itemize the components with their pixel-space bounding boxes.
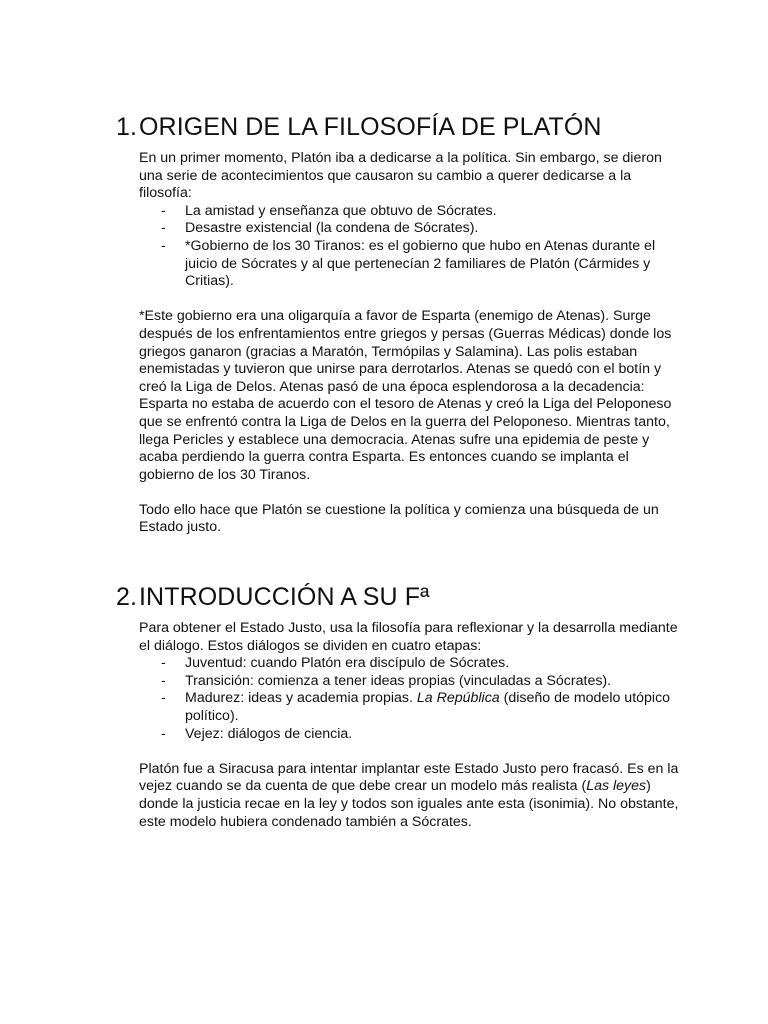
section-2-body bbox=[139, 620, 679, 831]
bullet-dash: - bbox=[161, 202, 166, 219]
la-republica-title: La República bbox=[416, 690, 500, 707]
list-item bbox=[139, 203, 671, 221]
section-2-heading bbox=[116, 582, 429, 612]
closing-text-after: ) donde la justicia recae en la ley y todos son iguales ante esta (isonimia). No obstante, este modelo hubiera condenado también a Sócrates. bbox=[139, 778, 679, 830]
list-item-text: Transición: comienza a tener ideas propias (vinculadas a Sócrates). bbox=[185, 672, 612, 689]
bullet-dash: - bbox=[161, 655, 166, 672]
list-item-text: Vejez: diálogos de ciencia. bbox=[185, 725, 353, 742]
section-2-number: 2. bbox=[116, 583, 138, 611]
section-2-bullet-list bbox=[139, 655, 679, 743]
madurez-text-after: (diseño de modelo utópico político). bbox=[185, 690, 671, 724]
madurez-text-before: Madurez: ideas y academia propias. bbox=[185, 690, 417, 707]
list-item-text bbox=[185, 690, 670, 724]
section-1-conclusion: Todo ello hace que Platón se cuestione la política y comienza una búsqueda de un Estado justo. bbox=[139, 501, 659, 536]
section-1-number: 1. bbox=[116, 113, 138, 141]
list-item-text: La amistad y enseñanza que obtuvo de Sócrates. bbox=[185, 202, 497, 219]
list-item bbox=[139, 220, 671, 238]
section-1-title: ORIGEN DE LA FILOSOFÍA DE PLATÓN bbox=[139, 113, 602, 141]
list-item-text: Desastre existencial (la condena de Sócrates). bbox=[185, 220, 479, 237]
bullet-dash: - bbox=[161, 725, 166, 742]
bullet-dash: - bbox=[161, 672, 166, 689]
section-2-intro: Para obtener el Estado Justo, usa la filosofía para reflexionar y la desarrolla mediante el diálogo. Estos diálogos se dividen en cuatro etapas: bbox=[139, 620, 678, 654]
section-2-title: INTRODUCCIÓN A SU Fª bbox=[139, 583, 430, 611]
list-item bbox=[139, 655, 671, 673]
list-item bbox=[139, 690, 671, 725]
list-item bbox=[139, 238, 671, 291]
list-item bbox=[139, 673, 671, 691]
bullet-dash: - bbox=[161, 220, 166, 237]
section-1-bullet-list bbox=[139, 203, 679, 291]
bullet-dash: - bbox=[161, 690, 166, 707]
section-1-body bbox=[139, 150, 679, 537]
bullet-dash: - bbox=[161, 237, 166, 254]
section-1-intro: En un primer momento, Platón iba a dedicarse a la política. Sin embargo, se dieron una serie de acontecimientos que causaron su cambio a querer dedicarse a la filosofía: bbox=[139, 150, 662, 202]
las-leyes-title: Las leyes bbox=[586, 778, 647, 795]
list-item-text: *Gobierno de los 30 Tiranos: es el gobierno que hubo en Atenas durante el juicio de Sócrates y al que pertenecían 2 familiares de Platón (Cármides y Critias). bbox=[185, 237, 656, 290]
section-2-closing bbox=[139, 761, 679, 831]
section-1-note: *Este gobierno era una oligarquía a favor de Esparta (enemigo de Atenas). Surge después de los enfrentamientos entre griegos y persas (Guerras Médicas) donde los griegos ganaron (gracias a Maratón, Termópilas y Salamina). Las polis estaban enemistadas y tuvieron que unirse para derrotarlos. Atenas se quedó con el botín y creó la Liga de Delos. Atenas pasó de una época esplendorosa a la decadencia: Esparta no estaba de acuerdo con el tesoro de Atenas y creó la Liga del Peloponeso que se enfrentó contra la Liga de Delos en la guerra del Peloponeso. Mientras tanto, llega Pericles y establece una democracia. Atenas sufre una epidemia de peste y acaba perdiendo la guerra contra Esparta. Es entonces cuando se implanta el gobierno de los 30 Tiranos. bbox=[139, 308, 672, 483]
list-item bbox=[139, 726, 671, 744]
section-1-heading bbox=[116, 112, 602, 142]
list-item-text: Juventud: cuando Platón era discípulo de Sócrates. bbox=[185, 655, 510, 672]
closing-text-before: Platón fue a Siracusa para intentar implantar este Estado Justo pero fracasó. Es en la vejez cuando se da cuenta de que debe crear un modelo más realista ( bbox=[139, 760, 679, 795]
